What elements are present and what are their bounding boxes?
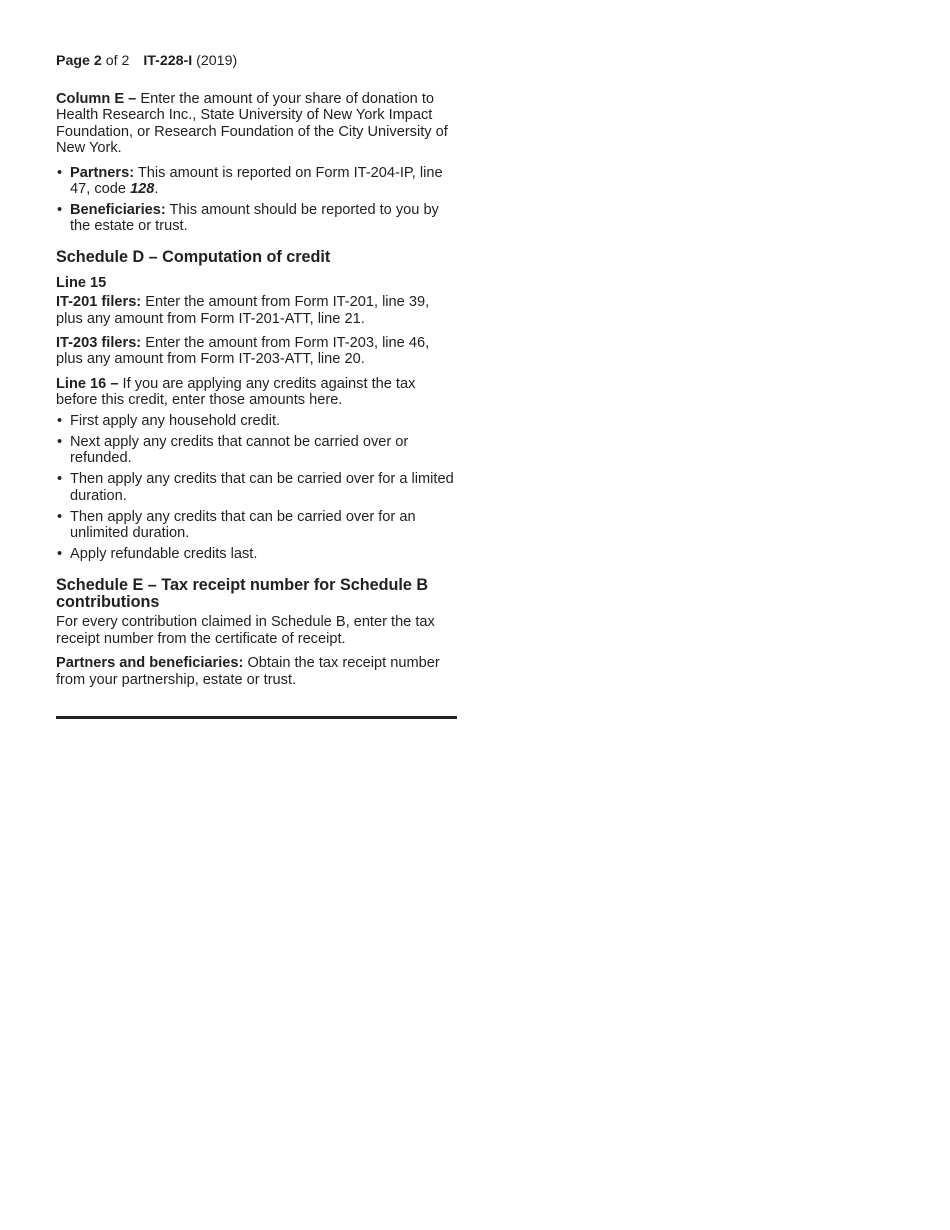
column-e-bullets [56, 165, 458, 235]
beneficiaries-label: Beneficiaries: [70, 202, 166, 219]
page-number: Page 2 [56, 53, 102, 69]
partners-beneficiaries-label: Partners and beneficiaries: [56, 655, 244, 672]
line-16-paragraph [56, 376, 458, 409]
column-e-paragraph [56, 91, 458, 157]
column-e-text: Enter the amount of your share of donation to Health Research Inc., State University of New York Impact Foundation, or Research Foundation of the City University of New York. [56, 91, 448, 157]
it203-paragraph [56, 335, 458, 368]
schedule-e-paragraph: For every contribution claimed in Schedule B, enter the tax receipt number from the certificate of receipt. [56, 614, 435, 647]
partners-beneficiaries-text: Obtain the tax receipt number from your partnership, estate or trust. [56, 655, 440, 688]
list-item: • First apply any household credit. [56, 413, 458, 429]
line-16-text: If you are applying any credits against the tax before this credit, enter those amounts here. [56, 375, 416, 409]
schedule-d-heading: Schedule D – Computation of credit [56, 247, 331, 266]
partners-period: . [154, 181, 159, 198]
list-item: • Then apply any credits that can be carried over for a limited duration. [56, 471, 458, 504]
partners-label: Partners: [70, 164, 135, 181]
list-item: • Apply refundable credits last. [56, 546, 458, 562]
list-item [56, 202, 458, 235]
it203-label: IT-203 filers: [56, 335, 142, 352]
line-16-label: Line 16 – [56, 375, 119, 392]
it203-text: Enter the amount from Form IT-203, line 46, plus any amount from Form IT-203-ATT, line 20. [56, 335, 430, 368]
partners-beneficiaries-paragraph [56, 655, 458, 688]
partners-text: This amount is reported on Form IT-204-IP, line 47, code [70, 164, 443, 198]
section-divider-rule [56, 716, 457, 719]
partners-code: 128 [130, 181, 155, 198]
it201-paragraph [56, 294, 458, 327]
column-e-label: Column E – [56, 91, 137, 107]
form-year: (2019) [196, 53, 238, 69]
line-15-heading: Line 15 [56, 274, 107, 291]
page-header [56, 53, 237, 69]
schedule-e-heading: Schedule E – Tax receipt number for Schedule B contributions [56, 576, 429, 612]
list-item [56, 165, 458, 198]
it201-text: Enter the amount from Form IT-201, line 39, plus any amount from Form IT-201-ATT, line 21. [56, 294, 430, 327]
beneficiaries-text: This amount should be reported to you by the estate or trust. [70, 202, 439, 235]
it201-label: IT-201 filers: [56, 294, 142, 311]
list-item: • Then apply any credits that can be carried over for an unlimited duration. [56, 509, 458, 542]
form-id: IT-228-I [143, 53, 193, 69]
list-item: • Next apply any credits that cannot be carried over or refunded. [56, 434, 458, 467]
page-of: of 2 [105, 53, 130, 69]
credit-order-bullets [56, 413, 458, 563]
instructions-column [56, 91, 458, 696]
